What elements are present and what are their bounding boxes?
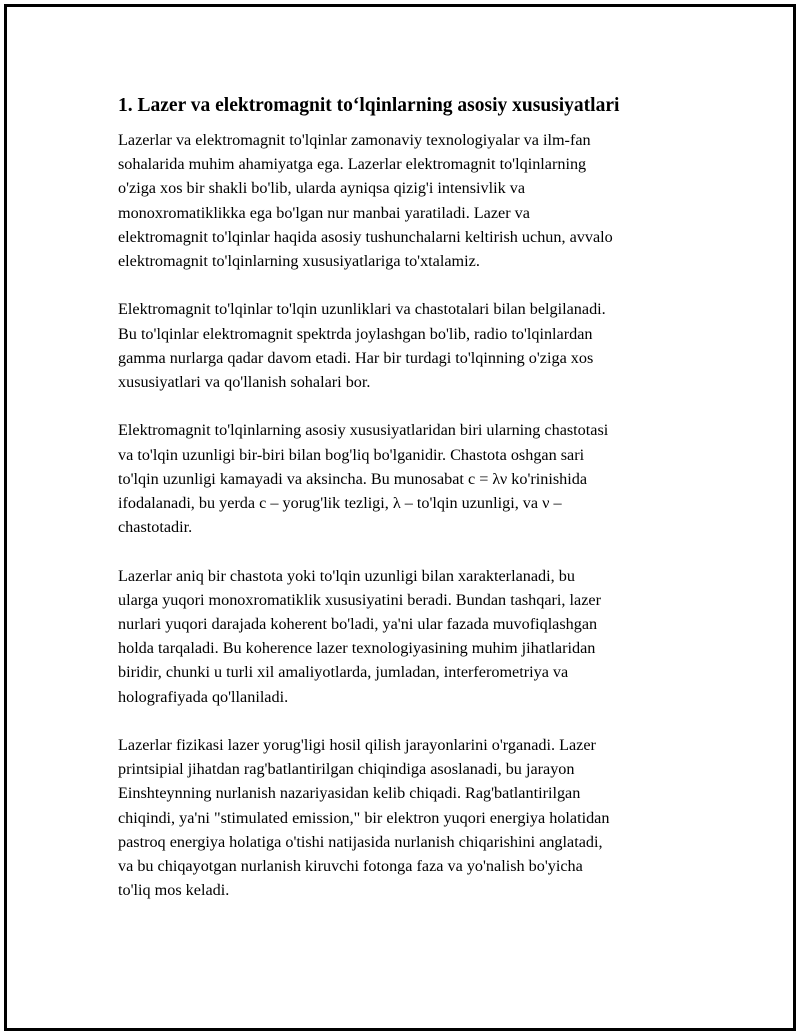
text-line: biridir, chunki u turli xil amaliyotlarda, jumladan, interferometriya va [118,663,569,682]
text-line: pastroq energiya holatiga o'tishi natijasida nurlanish chiqarishini anglatadi, [118,832,603,851]
text-line: Elektromagnit to'lqinlarning asosiy xususiyatlaridan biri ularning chastotasi [118,421,609,440]
text-line: chiqindi, ya'ni "stimulated emission," bir elektron yuqori energiya holatidan [118,808,610,827]
text-line: printsipial jihatdan rag'batlantirilgan chiqindiga asoslanadi, bu jarayon [118,760,575,779]
paragraph-1 [118,128,686,273]
paragraph-3 [118,418,686,539]
text-line: Bu to'lqinlar elektromagnit spektrda joylashgan bo'lib, radio to'lqinlardan [118,324,593,343]
section-title: 1. Lazer va elektromagnit to‘lqinlarning asosiy xususiyatlari [118,95,620,116]
text-line: xususiyatlari va qo'llanish sohalari bor. [118,373,371,392]
text-line: va bu chiqayotgan nurlanish kiruvchi fotonga faza va yo'nalish bo'yicha [118,857,583,876]
text-line: chastotadir. [118,518,193,537]
text-line: Lazerlar fizikasi lazer yorug'ligi hosil qilish jarayonlarini o'rganadi. Lazer [118,736,596,755]
text-line: va to'lqin uzunligi bir-biri bilan bog'liq bo'lganidir. Chastota oshgan sari [118,445,585,464]
text-line: elektromagnit to'lqinlarning xususiyatlariga to'xtalamiz. [118,252,480,271]
text-line: monoxromatiklikka ega bo'lgan nur manbai yaratiladi. Lazer va [118,203,530,222]
text-line: holda tarqaladi. Bu koherence lazer texnologiyasining muhim jihatlaridan [118,639,596,658]
text-line: Einshteynning nurlanish nazariyasidan kelib chiqadi. Rag'batlantirilgan [118,784,581,803]
text-line: gamma nurlarga qadar davom etadi. Har bir turdagi to'lqinning o'ziga xos [118,348,594,367]
text-line: sohalarida muhim ahamiyatga ega. Lazerlar elektromagnit to'lqinlarning [118,155,587,174]
text-line: ularga yuqori monoxromatiklik xususiyatini beradi. Bundan tashqari, lazer [118,590,601,609]
text-line: ifodalanadi, bu yerda c – yorug'lik tezligi, λ – to'lqin uzunligi, va ν – [118,494,562,513]
text-line: Lazerlar va elektromagnit to'lqinlar zamonaviy texnologiyalar va ilm-fan [118,131,591,149]
text-line: Lazerlar aniq bir chastota yoki to'lqin uzunligi bilan xarakterlanadi, bu [118,566,575,585]
text-line: Elektromagnit to'lqinlar to'lqin uzunliklari va chastotalari bilan belgilanadi. [118,300,606,319]
paragraph-2 [118,297,686,394]
text-line: to'lqin uzunligi kamayadi va aksincha. Bu munosabat c = λν ko'rinishida [118,469,588,488]
document-body [118,92,686,927]
text-line: elektromagnit to'lqinlar haqida asosiy tushunchalarni keltirish uchun, avvalo [118,227,613,246]
text-line: holografiyada qo'llaniladi. [118,687,289,706]
text-line: o'ziga xos bir shakli bo'lib, ularda ayniqsa qizig'i intensivlik va [118,179,526,198]
text-line: to'liq mos keladi. [118,881,230,900]
text-line: nurlari yuqori darajada koherent bo'ladi, ya'ni ular fazada muvofiqlashgan [118,615,598,634]
paragraph-4 [118,564,686,709]
paragraph-5 [118,733,686,902]
